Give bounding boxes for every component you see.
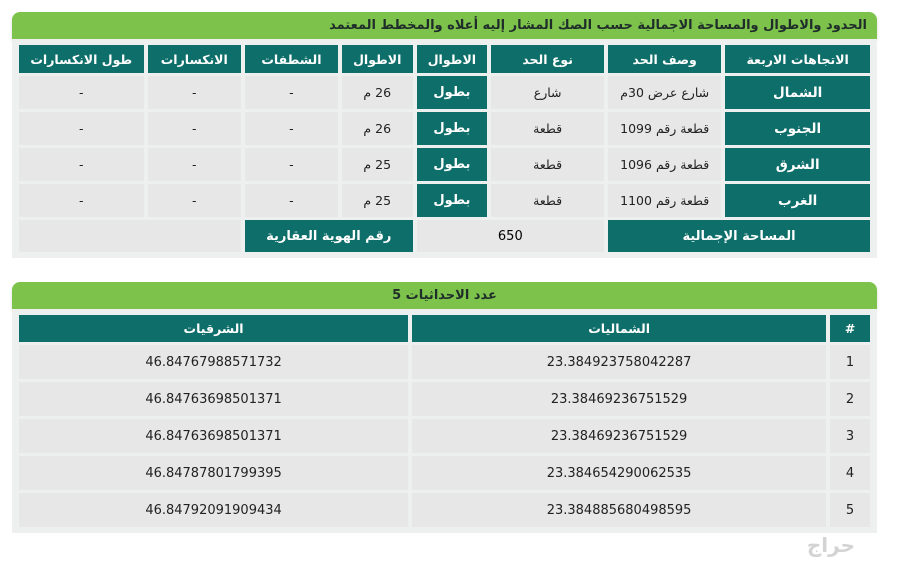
chamfers-cell: - xyxy=(245,76,338,109)
breaks-cell: - xyxy=(148,112,241,145)
boundary-row-west xyxy=(19,184,870,217)
easting-cell: 46.84763698501371 xyxy=(19,382,408,416)
header-break-length: طول الانكسارات xyxy=(19,45,144,73)
direction-cell: الشرق xyxy=(725,148,870,181)
header-type: نوع الحد xyxy=(491,45,604,73)
description-cell: قطعة رقم 1100 xyxy=(608,184,721,217)
header-direction: الاتجاهات الاربعة xyxy=(725,45,870,73)
total-area-value: 650 xyxy=(417,220,605,252)
total-area-row xyxy=(19,220,870,252)
type-cell: قطعة xyxy=(491,148,604,181)
easting-cell: 46.84767988571732 xyxy=(19,345,408,379)
watermark-logo: حراج xyxy=(806,533,855,557)
index-cell: 3 xyxy=(830,419,870,453)
northing-cell: 23.38469236751529 xyxy=(412,382,826,416)
coordinates-table xyxy=(15,312,874,530)
header-length-type: الاطوال xyxy=(417,45,488,73)
index-cell: 1 xyxy=(830,345,870,379)
boundaries-body xyxy=(12,39,877,258)
property-id-label: رقم الهوية العقارية xyxy=(245,220,413,252)
description-cell: قطعة رقم 1099 xyxy=(608,112,721,145)
length-type-cell: بطول xyxy=(417,148,488,181)
length-type-cell: بطول xyxy=(417,112,488,145)
header-length: الاطوال xyxy=(342,45,413,73)
header-eastings: الشرقيات xyxy=(19,315,408,342)
coordinates-header-row xyxy=(19,315,870,342)
break-length-cell: - xyxy=(19,112,144,145)
boundary-row-north xyxy=(19,76,870,109)
break-length-cell: - xyxy=(19,184,144,217)
description-cell: شارع عرض 30م xyxy=(608,76,721,109)
break-length-cell: - xyxy=(19,148,144,181)
length-type-cell: بطول xyxy=(417,184,488,217)
direction-cell: الغرب xyxy=(725,184,870,217)
header-northings: الشماليات xyxy=(412,315,826,342)
coordinates-title: عدد الاحداثيات 5 xyxy=(12,282,877,309)
coordinate-row xyxy=(19,493,870,527)
boundary-row-east xyxy=(19,148,870,181)
property-id-value xyxy=(19,220,241,252)
boundaries-panel xyxy=(12,12,877,266)
northing-cell: 23.38469236751529 xyxy=(412,419,826,453)
coordinate-row xyxy=(19,419,870,453)
northing-cell: 23.384923758042287 xyxy=(412,345,826,379)
chamfers-cell: - xyxy=(245,184,338,217)
coordinate-row xyxy=(19,382,870,416)
header-index: # xyxy=(830,315,870,342)
northing-cell: 23.384885680498595 xyxy=(412,493,826,527)
boundaries-header-row xyxy=(19,45,870,73)
total-area-label: المساحة الإجمالية xyxy=(608,220,870,252)
header-chamfers: الشطفات xyxy=(245,45,338,73)
breaks-cell: - xyxy=(148,76,241,109)
index-cell: 2 xyxy=(830,382,870,416)
type-cell: شارع xyxy=(491,76,604,109)
break-length-cell: - xyxy=(19,76,144,109)
easting-cell: 46.84787801799395 xyxy=(19,456,408,490)
description-cell: قطعة رقم 1096 xyxy=(608,148,721,181)
header-breaks: الانكسارات xyxy=(148,45,241,73)
direction-cell: الجنوب xyxy=(725,112,870,145)
coordinates-body xyxy=(12,309,877,533)
coordinates-panel xyxy=(12,282,877,532)
header-description: وصف الحد xyxy=(608,45,721,73)
easting-cell: 46.84792091909434 xyxy=(19,493,408,527)
easting-cell: 46.84763698501371 xyxy=(19,419,408,453)
boundaries-title: الحدود والاطوال والمساحة الاجمالية حسب الصك المشار إليه أعلاه والمخطط المعتمد xyxy=(12,12,877,39)
index-cell: 4 xyxy=(830,456,870,490)
boundary-row-south xyxy=(19,112,870,145)
length-cell: 26 م xyxy=(342,76,413,109)
type-cell: قطعة xyxy=(491,184,604,217)
index-cell: 5 xyxy=(830,493,870,527)
coordinate-row xyxy=(19,456,870,490)
length-type-cell: بطول xyxy=(417,76,488,109)
length-cell: 25 م xyxy=(342,184,413,217)
boundaries-table xyxy=(15,42,874,255)
breaks-cell: - xyxy=(148,184,241,217)
length-cell: 25 م xyxy=(342,148,413,181)
northing-cell: 23.384654290062535 xyxy=(412,456,826,490)
direction-cell: الشمال xyxy=(725,76,870,109)
chamfers-cell: - xyxy=(245,112,338,145)
breaks-cell: - xyxy=(148,148,241,181)
type-cell: قطعة xyxy=(491,112,604,145)
chamfers-cell: - xyxy=(245,148,338,181)
coordinate-row xyxy=(19,345,870,379)
length-cell: 26 م xyxy=(342,112,413,145)
